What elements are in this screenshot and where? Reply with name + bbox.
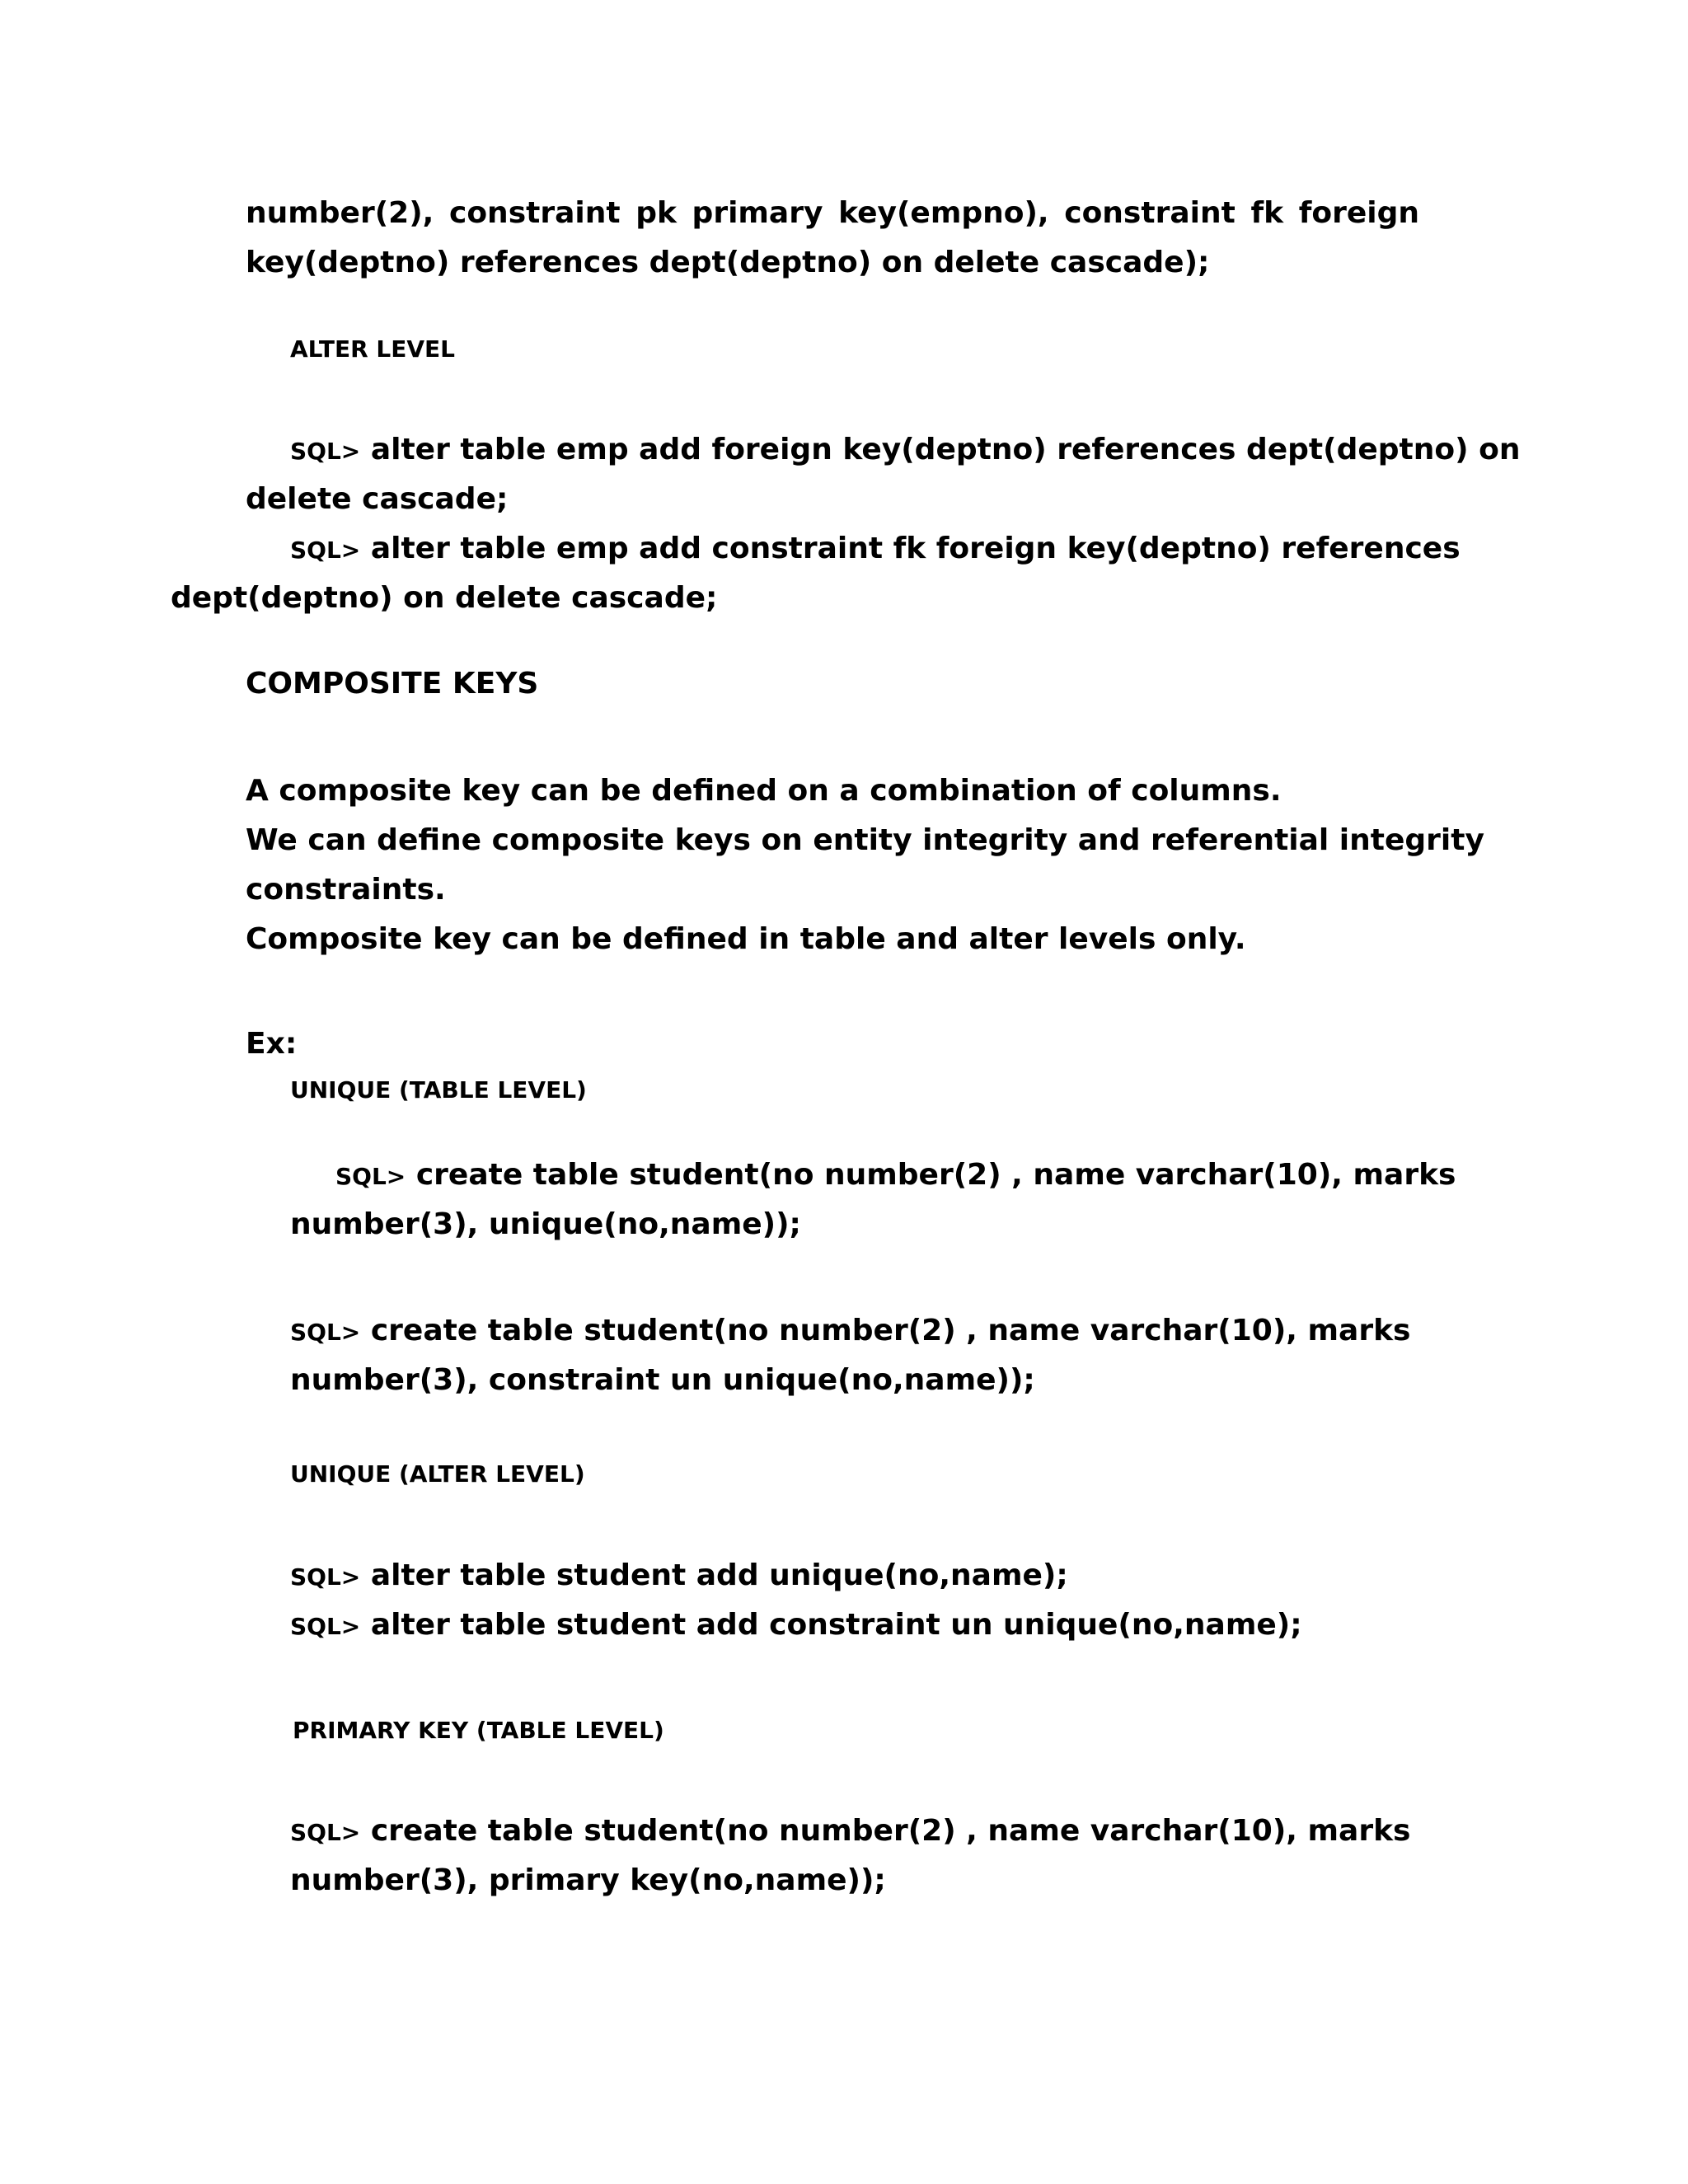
alter-stmt-1-line-1	[290, 432, 1520, 470]
sql-prompt: SQL>	[290, 1319, 361, 1346]
sql-statement: alter table emp add foreign key(deptno) references dept(deptno) on	[370, 433, 1521, 466]
unique-alter-level-heading: UNIQUE (ALTER LEVEL)	[290, 1460, 585, 1488]
unique-table-level-heading: UNIQUE (TABLE LEVEL)	[290, 1076, 587, 1104]
code-fragment-line-1: number(2), constraint pk primary key(empno), constraint fk foreign	[246, 196, 1419, 230]
unique-table-stmt-2-line-1	[290, 1313, 1410, 1351]
unique-alter-stmt-1	[290, 1558, 1068, 1596]
example-label: Ex:	[246, 1027, 298, 1061]
composite-para-2-line-1: We can define composite keys on entity integrity and referential integrity	[246, 823, 1484, 857]
sql-statement: create table student(no number(2) , name varchar(10), marks	[370, 1314, 1411, 1347]
unique-table-stmt-2-line-2: number(3), constraint un unique(no,name));	[290, 1363, 1035, 1397]
composite-para-3: Composite key can be defined in table and alter levels only.	[246, 922, 1246, 956]
sql-prompt: SQL>	[290, 1819, 361, 1846]
composite-para-1: A composite key can be defined on a combination of columns.	[246, 774, 1282, 808]
unique-table-stmt-1-line-2: number(3), unique(no,name));	[290, 1207, 801, 1241]
sql-statement: create table student(no number(2) , name varchar(10), marks	[415, 1158, 1456, 1192]
sql-statement: alter table emp add constraint fk foreign key(deptno) references	[370, 532, 1461, 565]
unique-alter-stmt-2	[290, 1607, 1302, 1645]
alter-stmt-2-line-1	[290, 531, 1461, 569]
sql-prompt: SQL>	[335, 1163, 406, 1190]
sql-prompt: SQL>	[290, 1613, 361, 1640]
alter-stmt-2-line-2: dept(deptno) on delete cascade;	[171, 581, 718, 615]
sql-prompt: SQL>	[290, 438, 361, 465]
sql-statement: alter table student add unique(no,name);	[370, 1558, 1068, 1592]
composite-para-2-line-2: constraints.	[246, 873, 446, 907]
sql-statement: alter table student add constraint un unique(no,name);	[370, 1608, 1302, 1642]
composite-keys-heading: COMPOSITE KEYS	[246, 667, 539, 701]
sql-prompt: SQL>	[290, 537, 361, 564]
primary-table-stmt-1-line-1	[290, 1813, 1410, 1851]
sql-prompt: SQL>	[290, 1563, 361, 1591]
code-fragment-line-2: key(deptno) references dept(deptno) on delete cascade);	[246, 246, 1210, 279]
sql-statement: create table student(no number(2) , name varchar(10), marks	[370, 1814, 1411, 1848]
alter-stmt-1-line-2: delete cascade;	[246, 482, 509, 516]
primary-key-table-level-heading: PRIMARY KEY (TABLE LEVEL)	[293, 1717, 664, 1744]
primary-table-stmt-1-line-2: number(3), primary key(no,name));	[290, 1863, 886, 1897]
unique-table-stmt-1-line-1	[335, 1157, 1456, 1195]
alter-level-heading: ALTER LEVEL	[290, 335, 456, 363]
